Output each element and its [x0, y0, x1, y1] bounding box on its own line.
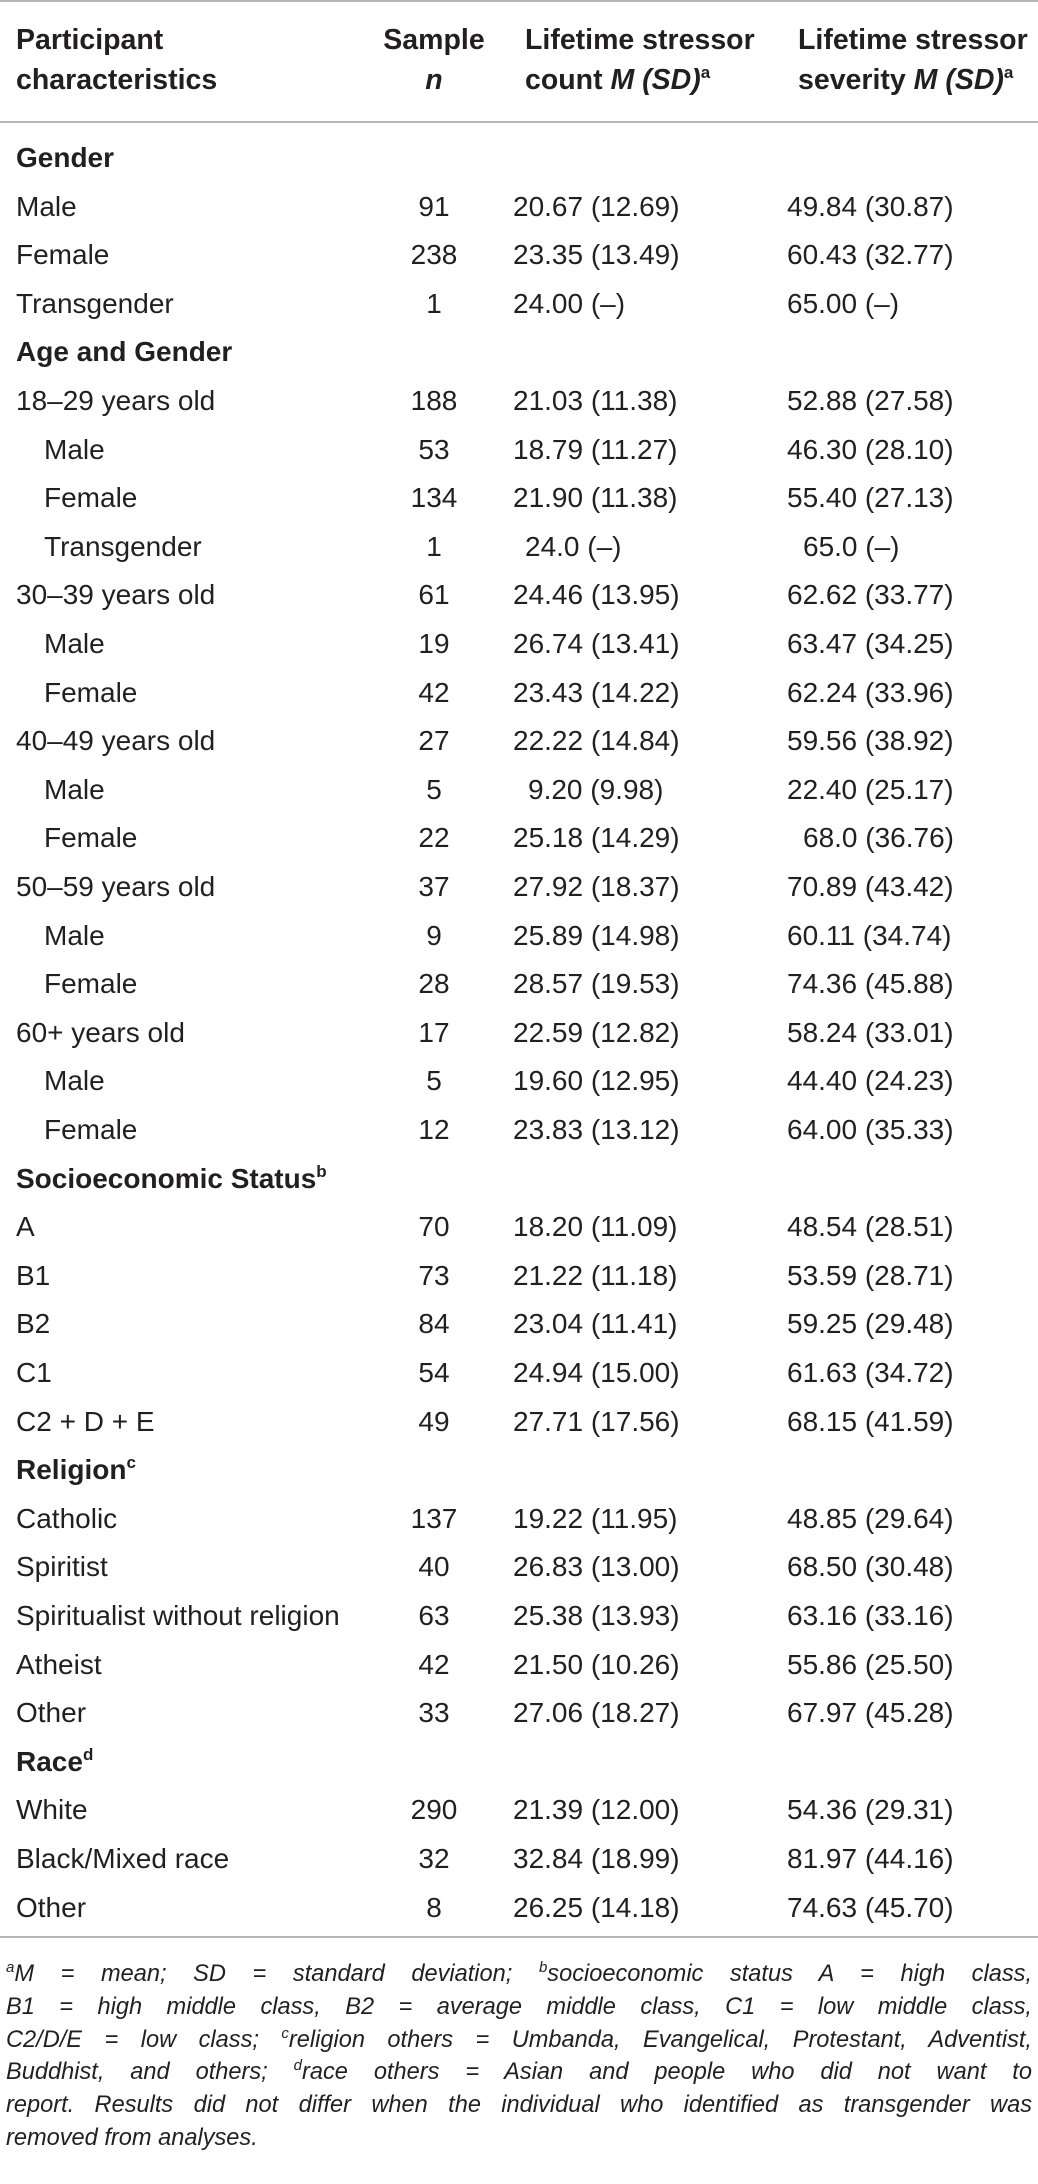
stressor-count-cell: 23.83 (13.12) — [513, 1114, 680, 1145]
row-label: Transgender — [16, 287, 174, 319]
sample-n-cell: 1 — [426, 287, 442, 319]
footnote-text: removed from analyses. — [6, 2124, 258, 2151]
header-count-pre: count — [525, 64, 611, 96]
table-row — [0, 1202, 1038, 1251]
stressor-severity-cell: 49.84 (30.87) — [787, 190, 954, 222]
sample-n-cell: 188 — [410, 385, 458, 416]
footnote-mark: c — [281, 2024, 289, 2042]
footnote-line — [6, 1991, 1032, 2024]
table-row — [0, 668, 1038, 717]
row-label: 40–49 years old — [16, 725, 216, 757]
header-sev-line1: Lifetime stressor — [798, 24, 1028, 56]
row-label: Spiritist — [16, 1551, 108, 1583]
stressor-count-cell: 32.84 (18.99) — [513, 1843, 680, 1874]
stressor-severity-cell: 48.54 (28.51) — [787, 1211, 954, 1243]
row-label: Transgender — [44, 530, 202, 562]
header-count — [525, 20, 755, 100]
table-row — [0, 1640, 1038, 1689]
row-label: A — [16, 1211, 35, 1243]
header-sev-pre: severity — [798, 64, 914, 96]
stressor-count-cell: 19.60 (12.95) — [513, 1065, 680, 1097]
row-label: C1 — [16, 1357, 52, 1388]
footnote-text: C2/D/E = low class; — [6, 2026, 282, 2053]
row-label: Female — [16, 239, 110, 271]
header-rule — [0, 121, 1038, 123]
footnote-mark: a — [6, 1959, 15, 1976]
sample-n-cell: 42 — [418, 1648, 450, 1680]
row-label: Male — [16, 190, 77, 222]
row-label: 60+ years old — [16, 1016, 185, 1048]
header-count-sup: a — [700, 63, 711, 82]
header-sample — [370, 20, 498, 100]
stressor-severity-cell: 48.85 (29.64) — [787, 1502, 954, 1534]
row-label: B1 — [16, 1259, 51, 1291]
table-row — [0, 1105, 1038, 1154]
stressor-count-cell: 25.89 (14.98) — [513, 919, 680, 951]
stressor-severity-cell: 60.43 (32.77) — [787, 239, 954, 271]
bottom-rule — [0, 1936, 1038, 1938]
table-row — [0, 619, 1038, 668]
row-label: Female — [44, 676, 138, 708]
sample-n-cell: 1 — [426, 530, 442, 562]
section-title: Race$^d$ — [16, 1744, 94, 1777]
row-label: White — [16, 1794, 88, 1826]
row-label: Female — [44, 1114, 138, 1145]
row-label: Atheist — [16, 1648, 102, 1680]
table-row — [0, 1494, 1038, 1543]
header-sample-n: n — [425, 64, 443, 96]
sample-n-cell: 137 — [410, 1502, 458, 1534]
header-sample-line1: Sample — [383, 24, 485, 56]
stressor-count-cell: 18.20 (11.09) — [513, 1211, 678, 1243]
stressor-count-cell: 9.20 (9.98) — [528, 773, 664, 805]
section-row — [0, 327, 1038, 376]
table-row — [0, 1397, 1038, 1446]
table-row — [0, 1299, 1038, 1348]
table-row — [0, 1834, 1038, 1883]
stressor-severity-cell: 74.36 (45.88) — [787, 968, 954, 1000]
header-sev-sup: a — [1003, 63, 1014, 82]
stressor-severity-cell: 65.00 (–) — [787, 287, 900, 319]
sample-n-cell: 70 — [418, 1211, 450, 1243]
section-title: Age and Gender — [16, 336, 233, 368]
stressor-severity-cell: 68.0 (36.76) — [803, 822, 954, 854]
stressor-severity-cell: 68.50 (30.48) — [787, 1551, 954, 1583]
stressor-severity-cell: 61.63 (34.72) — [787, 1357, 954, 1388]
stressor-severity-cell: 62.24 (33.96) — [787, 676, 954, 708]
footnote-text: religion others = Umbanda, Evangelical, Protestant, Adventist, — [288, 2026, 1032, 2053]
sample-n-cell: 134 — [410, 482, 458, 514]
footnote-mark: b — [538, 1959, 548, 1976]
footnote-text: race others = Asian and people who did not want to — [302, 2059, 1032, 2086]
row-label: C2 + D + E — [16, 1405, 155, 1437]
header-sev-sd: (SD) — [945, 64, 1004, 96]
stressor-count-cell: 23.43 (14.22) — [513, 676, 680, 708]
header-label-line1: Participant — [16, 24, 164, 56]
table-row — [0, 425, 1038, 474]
header-label — [16, 20, 217, 100]
row-label: Male — [44, 1065, 105, 1097]
sample-n-cell: 63 — [418, 1600, 450, 1631]
stressor-count-cell: 27.71 (17.56) — [513, 1405, 680, 1437]
section-row — [0, 133, 1038, 182]
stressor-count-cell: 24.94 (15.00) — [513, 1357, 680, 1388]
sample-n-cell: 22 — [418, 822, 450, 854]
stressor-severity-cell: 68.15 (41.59) — [787, 1405, 954, 1437]
table-row — [0, 182, 1038, 231]
footnote-line — [6, 2024, 1032, 2057]
section-title: Socioeconomic Status$^b$ — [16, 1161, 327, 1194]
section-row — [0, 1737, 1038, 1786]
stressor-count-cell: 23.04 (11.41) — [513, 1308, 678, 1340]
stressor-severity-cell: 65.0 (–) — [803, 530, 900, 562]
footnote-line — [6, 2122, 1032, 2155]
stressor-count-cell: 19.22 (11.95) — [513, 1502, 678, 1534]
sample-n-cell: 290 — [410, 1794, 458, 1826]
row-label: Female — [44, 482, 138, 514]
table-row — [0, 473, 1038, 522]
table-row — [0, 1056, 1038, 1105]
stressor-severity-cell: 22.40 (25.17) — [787, 773, 954, 805]
table-row — [0, 716, 1038, 765]
sample-n-cell: 42 — [418, 676, 450, 708]
table-row — [0, 522, 1038, 571]
sample-n-cell: 33 — [418, 1697, 450, 1729]
row-label: Other — [16, 1891, 87, 1923]
stressor-count-cell: 27.06 (18.27) — [513, 1697, 680, 1729]
section-footnote-mark: d — [82, 1744, 94, 1764]
stressor-count-cell: 21.03 (11.38) — [513, 385, 678, 416]
header-count-sd: (SD) — [642, 64, 701, 96]
section-title: Gender — [16, 142, 115, 173]
sample-n-cell: 5 — [426, 1065, 442, 1097]
top-rule — [0, 0, 1038, 2]
header-count-m: M — [610, 64, 635, 96]
stressor-severity-cell: 52.88 (27.58) — [787, 385, 954, 416]
stressor-count-cell: 21.50 (10.26) — [513, 1648, 680, 1680]
sample-n-cell: 28 — [418, 968, 450, 1000]
row-label: Female — [44, 822, 138, 854]
header-sev-line2 — [798, 60, 1028, 100]
row-label: Catholic — [16, 1502, 118, 1534]
header-severity — [798, 20, 1028, 100]
row-label: B2 — [16, 1308, 51, 1340]
stressor-count-cell: 24.00 (–) — [513, 287, 626, 319]
table-row — [0, 230, 1038, 279]
stressor-count-cell: 25.38 (13.93) — [513, 1600, 680, 1631]
sample-n-cell: 73 — [418, 1259, 450, 1291]
footnote-text: M = mean; SD = standard deviation; — [14, 1961, 539, 1987]
stressor-count-cell: 27.92 (18.37) — [513, 871, 680, 902]
footnote-mark: d — [293, 2057, 302, 2075]
sample-n-cell: 61 — [418, 579, 450, 611]
table-row — [0, 1008, 1038, 1057]
stressor-count-cell: 28.57 (19.53) — [513, 968, 680, 1000]
section-footnote-mark: b — [316, 1161, 327, 1181]
stressor-count-cell: 20.67 (12.69) — [513, 190, 680, 222]
sample-n-cell: 49 — [418, 1405, 450, 1437]
sample-n-cell: 27 — [418, 725, 450, 757]
stressor-count-cell: 21.22 (11.18) — [513, 1259, 678, 1291]
table-row — [0, 1785, 1038, 1834]
table-row — [0, 376, 1038, 425]
sample-n-cell: 12 — [418, 1114, 450, 1145]
row-label: Male — [44, 628, 105, 659]
sample-n-cell: 17 — [418, 1016, 450, 1048]
header-count-line1: Lifetime stressor — [525, 24, 755, 56]
footnote-line — [6, 2089, 1032, 2122]
sample-n-cell: 8 — [426, 1891, 442, 1923]
row-label: Male — [44, 773, 105, 805]
stressor-severity-cell: 64.00 (35.33) — [787, 1114, 954, 1145]
section-footnote-mark: c — [126, 1453, 136, 1473]
section-title: Religion$^c$ — [16, 1453, 136, 1486]
table-row — [0, 1251, 1038, 1300]
stressor-count-cell: 26.74 (13.41) — [513, 628, 680, 659]
table-row — [0, 1348, 1038, 1397]
row-label: Male — [44, 433, 105, 465]
sample-n-cell: 84 — [418, 1308, 450, 1340]
table-row — [0, 1591, 1038, 1640]
stressor-count-cell: 21.90 (11.38) — [513, 482, 678, 514]
stressor-severity-cell: 44.40 (24.23) — [787, 1065, 954, 1097]
footnote-line — [6, 2056, 1032, 2089]
stressor-severity-cell: 60.11 (34.74) — [787, 919, 952, 951]
stressor-count-cell: 22.59 (12.82) — [513, 1016, 680, 1048]
section-row — [0, 1445, 1038, 1494]
table-row — [0, 1688, 1038, 1737]
table-row — [0, 1883, 1038, 1932]
footnote-text: B1 = high middle class, B2 = average middle class, C1 = low middle class, — [6, 1993, 1032, 2020]
stressor-count-cell: 24.0 (–) — [525, 530, 622, 562]
stressor-count-cell: 18.79 (11.27) — [513, 433, 678, 465]
stressor-severity-cell: 55.40 (27.13) — [787, 482, 954, 514]
stressor-severity-cell: 54.36 (29.31) — [787, 1794, 954, 1826]
row-label: 18–29 years old — [16, 385, 216, 416]
stressor-severity-cell: 62.62 (33.77) — [787, 579, 954, 611]
row-label: 50–59 years old — [16, 871, 216, 902]
stressor-severity-cell: 59.25 (29.48) — [787, 1308, 954, 1340]
stressor-severity-cell: 74.63 (45.70) — [787, 1891, 954, 1923]
stressor-count-cell: 22.22 (14.84) — [513, 725, 680, 757]
stressor-severity-cell: 67.97 (45.28) — [787, 1697, 954, 1729]
row-label: Other — [16, 1697, 87, 1729]
stressor-severity-cell: 46.30 (28.10) — [787, 433, 954, 465]
header-count-line2 — [525, 60, 755, 100]
sample-n-cell: 19 — [418, 628, 450, 659]
header-label-line2: characteristics — [16, 64, 218, 96]
sample-n-cell: 238 — [410, 239, 458, 271]
footnote-text: report. Results did not differ when the individual who identified as transgender was — [6, 2092, 1032, 2119]
sample-n-cell: 40 — [418, 1551, 450, 1583]
stressor-severity-cell: 81.97 (44.16) — [787, 1843, 954, 1874]
table-row — [0, 813, 1038, 862]
stressor-count-cell: 24.46 (13.95) — [513, 579, 680, 611]
sample-n-cell: 9 — [426, 919, 442, 951]
table-footnote — [6, 1958, 1032, 2155]
footnote-text: socioeconomic status A = high class, — [547, 1961, 1032, 1987]
row-label: Male — [44, 919, 105, 951]
table-row — [0, 279, 1038, 328]
sample-n-cell: 5 — [426, 773, 442, 805]
sample-n-cell: 32 — [418, 1843, 450, 1874]
stressor-severity-cell: 70.89 (43.42) — [787, 871, 954, 902]
table-row — [0, 959, 1038, 1008]
stressor-count-cell: 23.35 (13.49) — [513, 239, 680, 271]
stressor-count-cell: 26.83 (13.00) — [513, 1551, 680, 1583]
table-row — [0, 911, 1038, 960]
sample-n-cell: 53 — [418, 433, 450, 465]
stressor-severity-cell: 58.24 (33.01) — [787, 1016, 954, 1048]
footnote-line — [6, 1958, 1032, 1991]
footnote-text: Buddhist, and others; — [6, 2059, 294, 2086]
stressor-count-cell: 21.39 (12.00) — [513, 1794, 680, 1826]
row-label: Female — [44, 968, 138, 1000]
row-label: Black/Mixed race — [16, 1843, 230, 1874]
stressor-severity-cell: 63.47 (34.25) — [787, 628, 954, 659]
sample-n-cell: 37 — [418, 871, 450, 902]
section-row — [0, 1154, 1038, 1203]
stressor-severity-cell: 53.59 (28.71) — [787, 1259, 954, 1291]
stressor-severity-cell: 63.16 (33.16) — [787, 1600, 954, 1631]
header-sev-m: M — [913, 64, 938, 96]
stressor-severity-cell: 55.86 (25.50) — [787, 1648, 954, 1680]
stressor-severity-cell: 59.56 (38.92) — [787, 725, 954, 757]
table-row — [0, 570, 1038, 619]
row-label: 30–39 years old — [16, 579, 216, 611]
stressor-count-cell: 26.25 (14.18) — [513, 1891, 680, 1923]
sample-n-cell: 91 — [418, 190, 450, 222]
sample-n-cell: 54 — [418, 1357, 450, 1388]
row-label: Spiritualist without religion — [16, 1600, 340, 1631]
table-row — [0, 1542, 1038, 1591]
stressor-count-cell: 25.18 (14.29) — [513, 822, 680, 854]
table-row — [0, 765, 1038, 814]
table-row — [0, 862, 1038, 911]
